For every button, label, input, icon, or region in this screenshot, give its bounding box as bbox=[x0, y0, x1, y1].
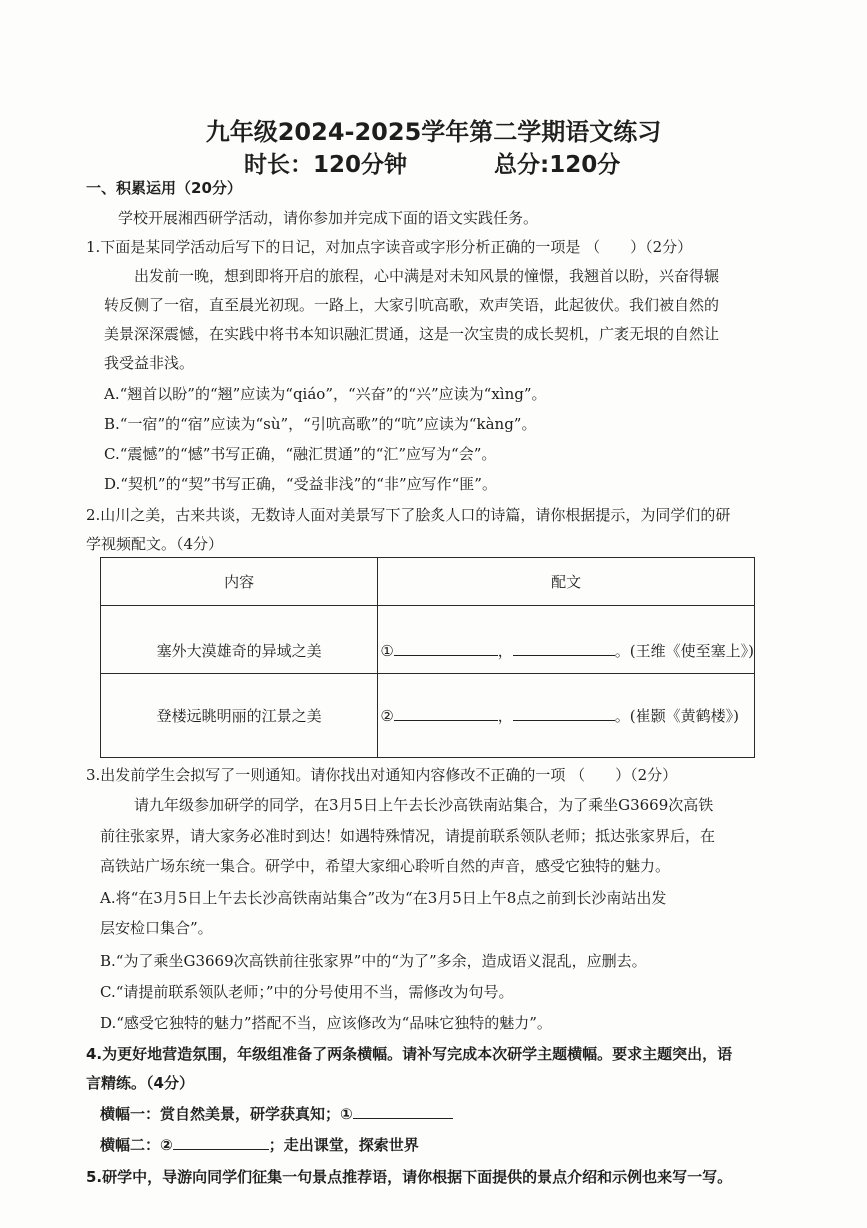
exam-title: 九年级2024-2025学年第二学期语文练习 bbox=[205, 118, 662, 146]
answer-comma: ， bbox=[497, 642, 513, 660]
q3-option-b: B.“为了乘坐G3669次高铁前往张家界”中的“为了”多余，造成语义混乱，应删去。 bbox=[100, 952, 647, 970]
q3-notice-line: 请九年级参加研学的同学，在3月5日上午去长沙高铁南站集合，为了乘坐G3669次高铁 bbox=[134, 796, 714, 814]
table-header-caption: 配文 bbox=[378, 558, 755, 606]
q4-stem-line: 4.为更好地营造氛围，年级组准备了两条横幅。请补写完成本次研学主题横幅。要求主题突出，语 bbox=[86, 1045, 733, 1063]
banner-one bbox=[100, 1104, 453, 1124]
q1-option-c: C.“震憾”的“憾”书写正确，“融汇贯通”的“汇”应写为“会”。 bbox=[104, 445, 497, 463]
poem-source: 。(崔颢《黄鹤楼》) bbox=[614, 707, 739, 725]
q4-stem-line: 言精练。（4分） bbox=[86, 1074, 194, 1092]
table-row bbox=[101, 674, 755, 758]
poem-table bbox=[100, 557, 755, 758]
q1-passage-line: 美景深深震憾，在实践中将书本知识融汇贯通，这是一次宝贵的成长契机，广袤无垠的自然让 bbox=[104, 325, 720, 343]
table-cell-caption bbox=[378, 674, 755, 758]
answer-blank[interactable] bbox=[353, 1104, 453, 1119]
table-cell-caption bbox=[378, 606, 755, 674]
table-cell-content: 塞外大漠雄奇的异域之美 bbox=[101, 606, 378, 674]
q3-stem: 3.出发前学生会拟写了一则通知。请你找出对通知内容修改不正确的一项 （ ）（2分） bbox=[86, 766, 678, 784]
q3-option-a-cont: 层安检口集合”。 bbox=[100, 919, 213, 937]
exam-duration: 时长：120分钟 bbox=[244, 152, 408, 178]
banner-one-text: 横幅一：赏自然美景，研学获真知；① bbox=[100, 1105, 353, 1123]
q1-passage-line: 转反侧了一宿，直至晨光初现。一路上，大家引吭高歌，欢声笑语，此起彼伏。我们被自然的 bbox=[104, 296, 720, 314]
q2-stem-line: 学视频配文。（4分） bbox=[86, 535, 224, 553]
q3-notice-line: 前往张家界，请大家务必准时到达！如遇特殊情况，请提前联系领队老师；抵达张家界后，在 bbox=[100, 827, 716, 845]
q2-stem-line: 2.山川之美，古来共谈，无数诗人面对美景写下了脍炙人口的诗篇，请你根据提示，为同学们的研 bbox=[86, 506, 731, 524]
q5-stem: 5.研学中，导游向同学们征集一句景点推荐语，请你根据下面提供的景点介绍和示例也来写一写。 bbox=[86, 1168, 733, 1186]
q1-option-a: A.“翘首以盼”的“翘”应读为“qiáo”，“兴奋”的“兴”应读为“xìng”。 bbox=[104, 385, 547, 403]
answer-blank[interactable] bbox=[394, 641, 498, 656]
banner-two bbox=[100, 1135, 419, 1155]
q1-stem: 1.下面是某同学活动后写下的日记，对加点字读音或字形分析正确的一项是 （ ）（2分） bbox=[86, 238, 693, 256]
q1-option-b: B.“一宿”的“宿”应读为“sù”，“引吭高歌”的“吭”应读为“kàng”。 bbox=[104, 415, 537, 433]
answer-marker: ① bbox=[380, 642, 394, 660]
table-cell-content: 登楼远眺明丽的江景之美 bbox=[101, 674, 378, 758]
q1-passage-line: 出发前一晚，想到即将开启的旅程，心中满是对未知风景的憧憬，我翘首以盼，兴奋得辗 bbox=[134, 267, 720, 285]
answer-blank[interactable] bbox=[394, 706, 498, 721]
answer-comma: ， bbox=[497, 707, 513, 725]
q3-notice-line: 高铁站广场东统一集合。研学中，希望大家细心聆听自然的声音，感受它独特的魅力。 bbox=[100, 857, 671, 875]
answer-marker: ② bbox=[380, 707, 394, 725]
q3-option-d: D.“感受它独特的魅力”搭配不当，应该修改为“品味它独特的魅力”。 bbox=[100, 1014, 552, 1032]
section1-intro: 学校开展湘西研学活动，请你参加并完成下面的语文实践任务。 bbox=[118, 209, 539, 227]
banner-two-text: 横幅二：② bbox=[100, 1136, 173, 1154]
banner-two-suffix: ；走出课堂，探索世界 bbox=[268, 1136, 419, 1154]
q3-option-c: C.“请提前联系领队老师；”中的分号使用不当，需修改为句号。 bbox=[100, 983, 514, 1001]
answer-blank[interactable] bbox=[173, 1135, 269, 1150]
table-header-content: 内容 bbox=[101, 558, 378, 606]
answer-blank[interactable] bbox=[513, 641, 615, 656]
q1-option-d: D.“契机”的“契”书写正确，“受益非浅”的“非”应写作“匪”。 bbox=[104, 475, 497, 493]
answer-blank[interactable] bbox=[513, 706, 615, 721]
q1-passage-line: 我受益非浅。 bbox=[104, 354, 195, 372]
table-row bbox=[101, 606, 755, 674]
section1-heading: 一、积累运用（20分） bbox=[86, 179, 242, 197]
poem-source: 。(王维《使至塞上》) bbox=[614, 642, 754, 660]
exam-total-score: 总分:120分 bbox=[494, 152, 621, 178]
q3-option-a: A.将“在3月5日上午去长沙高铁南站集合”改为“在3月5日上午8点之前到长沙南站出发 bbox=[100, 889, 667, 907]
